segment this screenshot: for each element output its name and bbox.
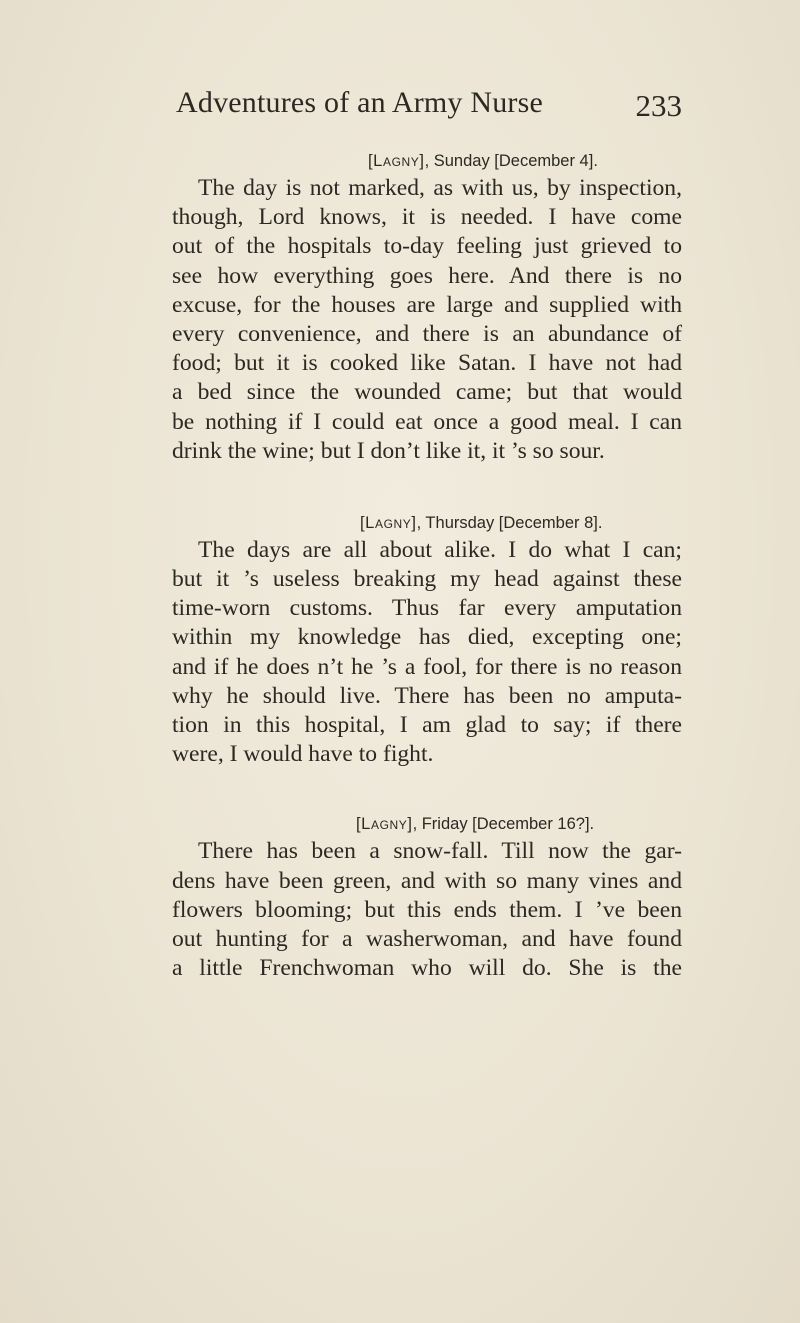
text-line: drink the wine; but I don’t like it, it ’s so sour. (172, 437, 605, 464)
entry-heading (172, 510, 682, 536)
text-line: every convenience, and there is an abundance of (172, 320, 682, 347)
text-line: There has been a snow-fall. Till now the gar- (198, 838, 682, 865)
text-line: within my knowledge has died, excepting one; (172, 624, 682, 651)
diary-entry-thursday (172, 510, 682, 770)
diary-entry-friday (172, 811, 682, 983)
text-line: excuse, for the houses are large and supplied with (172, 291, 682, 318)
entry-place: [Lagny] (356, 815, 413, 834)
body-text (172, 148, 682, 983)
text-line: see how everything goes here. And there is no (172, 262, 682, 289)
entry-date: , Sunday [December 4]. (424, 152, 598, 170)
text-line: a little Frenchwoman who will do. She is the (172, 955, 682, 982)
entry-heading (172, 811, 682, 837)
page-number: 233 (635, 88, 682, 123)
text-line: and if he does n’t he ’s a fool, for there is no reason (172, 653, 682, 680)
running-head (176, 86, 682, 128)
text-line: were, I would have to fight. (172, 741, 434, 768)
text-line: tion in this hospital, I am glad to say; if there (172, 712, 682, 738)
entry-heading (172, 148, 682, 174)
entry-date: , Friday [December 16?]. (412, 815, 595, 834)
text-line: why he should live. There has been no amputa- (172, 682, 682, 709)
text-line: dens have been green, and with so many vines and (172, 867, 682, 894)
entry-date: , Thursday [December 8]. (416, 513, 603, 532)
text-line: out of the hospitals to-day feeling just grieved to (172, 233, 682, 260)
text-line: The days are all about alike. I do what I can; (198, 536, 682, 563)
entry-place: [Lagny] (368, 152, 425, 170)
text-line: but it ’s useless breaking my head against these (172, 566, 682, 593)
text-line: out hunting for a washerwoman, and have found (172, 925, 682, 952)
text-line: flowers blooming; but this ends them. I ’ve been (172, 896, 682, 923)
running-title: Adventures of an Army Nurse (176, 86, 543, 119)
text-line: a bed since the wounded came; but that would (172, 379, 682, 406)
entry-place: [Lagny] (360, 513, 417, 532)
text-line: food; but it is cooked like Satan. I have not had (172, 350, 682, 377)
text-line: be nothing if I could eat once a good meal. I can (172, 408, 682, 435)
diary-entry-sunday (172, 148, 682, 466)
text-line: The day is not marked, as with us, by inspection, (198, 175, 682, 201)
text-line: though, Lord knows, it is needed. I have come (172, 204, 682, 231)
text-line: time-worn customs. Thus far every amputation (172, 595, 682, 622)
